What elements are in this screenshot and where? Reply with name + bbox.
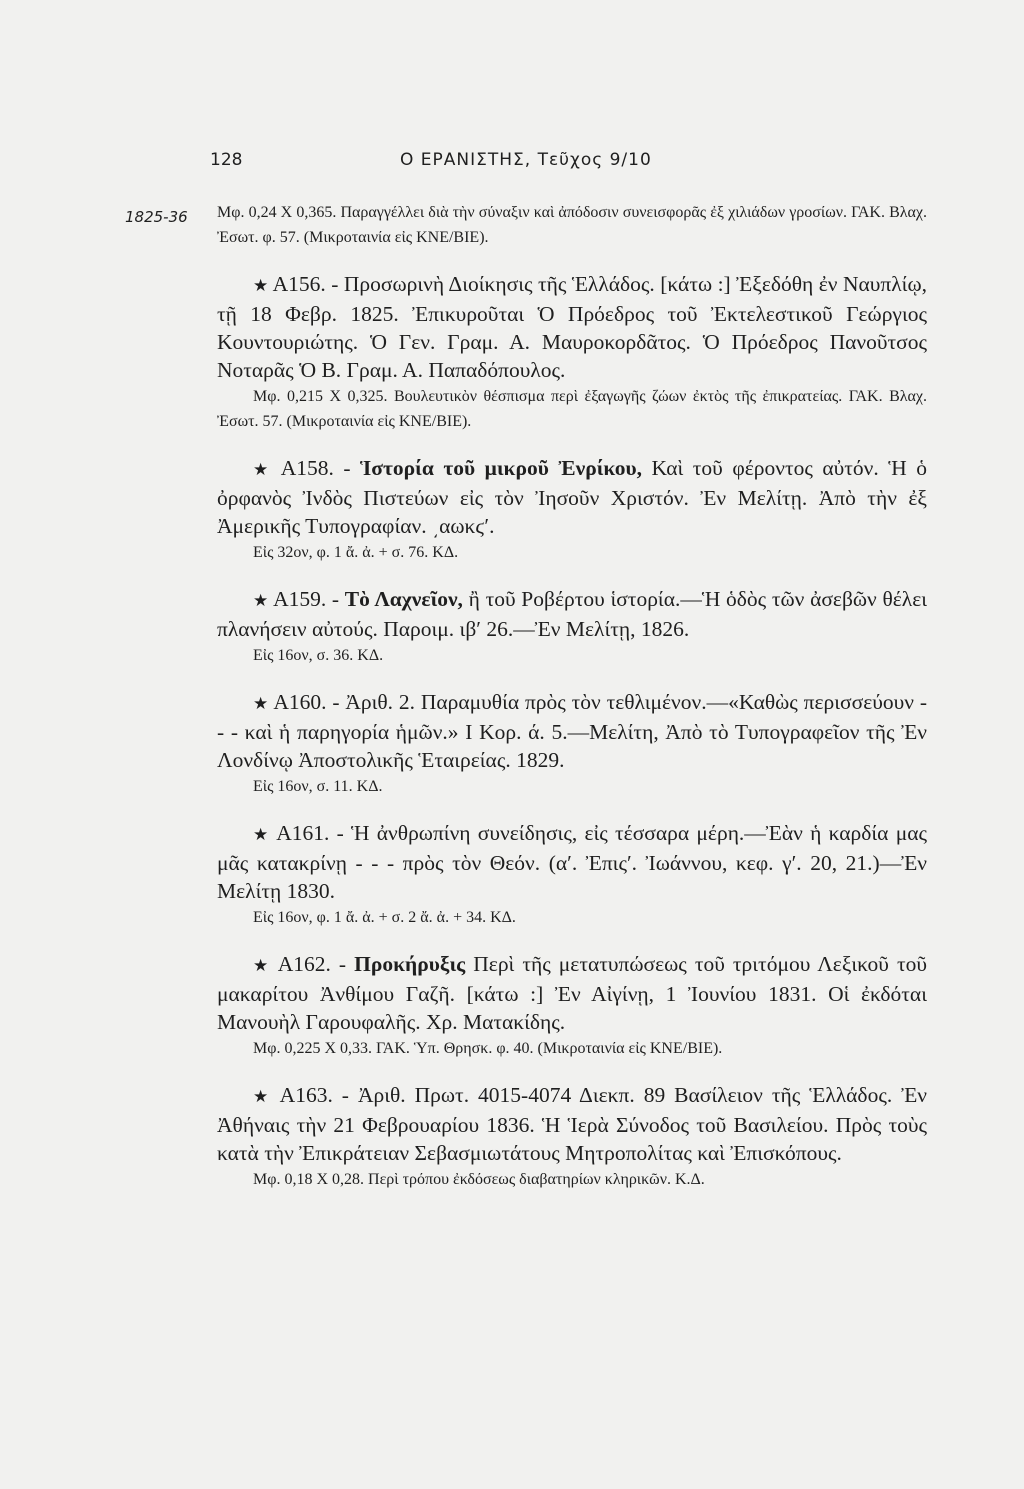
entry-code: A163. - bbox=[279, 1083, 349, 1107]
entry-a160 bbox=[217, 688, 927, 799]
star-icon: ★ bbox=[253, 956, 271, 975]
page-number: 128 bbox=[210, 150, 243, 170]
star-icon: ★ bbox=[253, 825, 271, 844]
entry-main-text bbox=[217, 688, 927, 774]
entry-description: Μφ. 0,225 Χ 0,33. ΓΑΚ. Ὑπ. Θρησκ. φ. 40. (Μικροταινία εἰς ΚΝΕ/ΒΙΕ). bbox=[253, 1040, 723, 1057]
entry-a162 bbox=[217, 950, 927, 1061]
entry-code: A161. - bbox=[276, 821, 344, 845]
entry-description: Μφ. 0,24 Χ 0,365. Παραγγέλλει διὰ τὴν σύναξιν καὶ ἀπόδοσιν συνεισφορᾶς ἐξ χιλιάδων γροσίων. ΓΑΚ. Βλαχ. Ἐσωτ. φ. 57. (Μικροταινία εἰς ΚΝΕ/ΒΙΕ). bbox=[217, 204, 927, 246]
entry-text: Ἀριθ. Πρωτ. 4015-4074 Διεκπ. 89 Βασίλειον τῆς Ἑλλάδος. Ἐν Ἀθήναις τὴν 21 Φεβρουαρίου 1836. Ἡ Ἱερὰ Σύνοδος τοῦ Βασιλείου. Πρὸς τοὺς κατὰ τὴν Ἐπικράτειαν Σεβασμιωτάτους Μητροπολίτας καὶ Ἐπισκόπους. bbox=[217, 1083, 927, 1165]
entry-main-text bbox=[217, 819, 927, 905]
entry-title: Προκήρυξις bbox=[354, 952, 466, 976]
running-header bbox=[0, 148, 1024, 178]
star-icon: ★ bbox=[253, 694, 269, 713]
entry-description: Εἰς 16ον, σ. 36. ΚΔ. bbox=[253, 647, 384, 664]
entry-a161 bbox=[217, 819, 927, 930]
star-icon: ★ bbox=[253, 276, 269, 295]
entry-code: A158. - bbox=[280, 456, 351, 480]
entry-main-text bbox=[217, 270, 927, 384]
entry-title: Τὸ Λαχνεῖον, bbox=[344, 587, 463, 611]
entry-title: Ἱστορία τοῦ μικροῦ Ἐνρίκου, bbox=[360, 456, 642, 480]
entry-code: A160. - bbox=[273, 690, 340, 714]
margin-year-range: 1825-36 bbox=[125, 208, 188, 226]
entry-code: A159. - bbox=[273, 587, 340, 611]
entry-code: A162. - bbox=[277, 952, 347, 976]
entry-a156 bbox=[217, 270, 927, 434]
entry-text: Προσωρινὴ Διοίκησις τῆς Ἑλλάδος. [κάτω :] Ἐξεδόθη ἐν Ναυπλίῳ, τῇ 18 Φεβρ. 1825. Ἐπικυροῦται Ὁ Πρόεδρος τοῦ Ἐκτελεστικοῦ Γεώργιος Κουντουριώτης. Ὁ Γεν. Γραμ. Α. Μαυροκορδᾶτος. Ὁ Πρόεδρος Πανοῦτσος Νοταρᾶς Ὁ Β. Γραμ. Α. Παπαδόπουλος. bbox=[217, 272, 927, 382]
entry-text: Ἡ ἀνθρωπίνη συνείδησις, εἰς τέσσαρα μέρη.—Ἐὰν ἡ καρδία μας μᾶς κατακρίνῃ - - - πρὸς τὸν Θεόν. (αʹ. Ἐπιςʹ. Ἰωάννου, κεφ. γʹ. 20, 21.)—Ἐν Μελίτῃ 1830. bbox=[217, 821, 928, 903]
entry-description: Εἰς 32ον, φ. 1 ἄ. ἀ. + σ. 76. ΚΔ. bbox=[253, 544, 459, 561]
entry-main-text bbox=[217, 454, 927, 540]
entry-code: A156. - bbox=[272, 272, 339, 296]
entry-a158 bbox=[217, 454, 927, 565]
star-icon: ★ bbox=[253, 1087, 272, 1106]
entry-text: ἢ τοῦ Ροβέρτου ἱστορία.—Ἡ ὁδὸς τῶν ἀσεβῶν θέλει πλανήσειν αὐτούς. Παροιμ. ιβʹ 26.—Ἐν Μελίτῃ, 1826. bbox=[217, 587, 928, 641]
catalog-body bbox=[217, 200, 927, 1192]
star-icon: ★ bbox=[253, 460, 273, 479]
entry-description: Εἰς 16ον, φ. 1 ἄ. ἀ. + σ. 2 ἄ. ἀ. + 34. ΚΔ. bbox=[253, 909, 516, 926]
entry-main-text bbox=[217, 950, 927, 1036]
star-icon: ★ bbox=[253, 591, 269, 610]
entry-description: Μφ. 0,215 Χ 0,325. Βουλευτικὸν θέσπισμα περὶ ἐξαγωγῆς ζώων ἐκτὸς τῆς ἐπικρατείας. ΓΑΚ. Βλαχ. Ἐσωτ. 57. (Μικροταινία εἰς ΚΝΕ/ΒΙΕ). bbox=[217, 388, 927, 430]
journal-title: Ο ΕΡΑΝΙΣΤΗΣ, Τεῦχος 9/10 bbox=[400, 150, 652, 170]
entry-main-text bbox=[217, 1081, 927, 1167]
entry-text: Ἀριθ. 2. Παραμυθία πρὸς τὸν τεθλιμένον.—«Καθὼς περισσεύουν - - - καὶ ἡ παρηγορία ἡμῶν.» Ι Κορ. ά. 5.—Μελίτη, Ἀπὸ τὸ Τυπογραφεῖον τῆς Ἐν Λονδίνῳ Ἀποστολικῆς Ἑταιρείας. 1829. bbox=[217, 690, 927, 772]
entry-a159 bbox=[217, 585, 927, 668]
entry-description: Εἰς 16ον, σ. 11. ΚΔ. bbox=[253, 778, 383, 795]
entry-main-text bbox=[217, 585, 927, 643]
entry-description: Μφ. 0,18 Χ 0,28. Περὶ τρόπου ἐκδόσεως διαβατηρίων κληρικῶν. Κ.Δ. bbox=[253, 1171, 705, 1188]
entry-a163 bbox=[217, 1081, 927, 1192]
entry-text: Καὶ τοῦ φέροντος αὐτόν. Ἡ ὁ ὀρφανὸς Ἰνδὸς Πιστεύων εἰς τὸν Ἰησοῦν Χριστόν. Ἐν Μελίτῃ. Ἀπὸ τὴν ἐξ Ἀμερικῆς Τυπογραφίαν. ͵αωκϛʹ. bbox=[217, 456, 928, 538]
entry-a155-continuation bbox=[217, 200, 927, 250]
entry-text: Περὶ τῆς μετατυπώσεως τοῦ τριτόμου Λεξικοῦ τοῦ μακαρίτου Ἀνθίμου Γαζῆ. [κάτω :] Ἐν Αἰγίνῃ, 1 Ἰουνίου 1831. Οἱ ἐκδόται Μανουὴλ Γαρουφαλῆς. Χρ. Ματακίδης. bbox=[217, 952, 928, 1034]
